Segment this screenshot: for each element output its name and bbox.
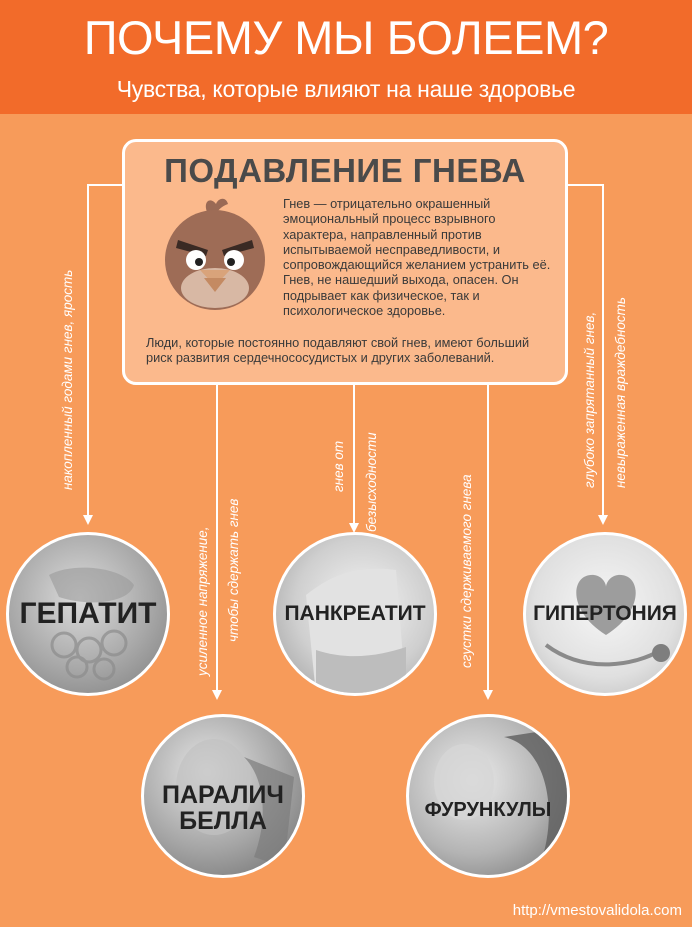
hepatitis-label: ГЕПАТИТ	[19, 597, 157, 630]
source-url: http://vmestovalidola.com	[512, 902, 682, 919]
desc-line: Гнев, не нашедший выхода, опасен. Он	[283, 272, 519, 288]
label-bell-1: усиленное напряжение,	[195, 526, 210, 676]
page-title: ПОЧЕМУ МЫ БОЛЕЕМ?	[83, 11, 609, 64]
hypertension-label: ГИПЕРТОНИЯ	[533, 602, 677, 625]
boils-circle	[406, 714, 570, 878]
note-line: Люди, которые постоянно подавляют свой гнев, имеют больший	[146, 335, 530, 350]
desc-line: Гнев — отрицательно окрашенный	[283, 196, 491, 211]
label-hypertension-2: невыраженная враждебность	[613, 296, 628, 488]
boils-label: ФУРУНКУЛЫ	[424, 799, 552, 821]
connector-hepatitis	[88, 185, 122, 520]
pancreatitis-label: ПАНКРЕАТИТ	[284, 602, 426, 625]
label-hepatitis: накопленный годами гнев, ярость	[60, 269, 75, 490]
risk-note	[146, 335, 556, 366]
page-subtitle: Чувства, которые влияют на наше здоровье	[116, 76, 576, 102]
bell-palsy-line-2: БЕЛЛА	[179, 807, 267, 836]
label-hypertension-1: глубоко запрятанный гнев,	[582, 311, 597, 488]
desc-line: испытываемой несправедливости, и	[283, 241, 500, 257]
anger-description	[283, 196, 563, 318]
box-title: ПОДАВЛЕНИЕ ГНЕВА	[164, 152, 526, 189]
desc-line: эмоциональный процесс взрывного	[283, 211, 496, 227]
angry-bird-icon	[156, 196, 274, 314]
bell-palsy-label	[141, 782, 305, 835]
desc-line: подрывает как физическое, так и	[283, 287, 480, 303]
desc-line: сопровождающийся желанием устранить её.	[283, 257, 551, 273]
label-boils: сгустки сдерживаемого гнева	[459, 474, 474, 668]
bell-palsy-line-1: ПАРАЛИЧ	[162, 781, 284, 809]
anger-suppression-box	[122, 139, 568, 385]
note-line: риск развития сердечнососудистых и других заболеваний.	[146, 350, 495, 366]
label-pancreatitis-1: гнев от	[331, 440, 346, 492]
mirror-face-icon	[409, 717, 569, 877]
desc-line: психологическое здоровье.	[283, 303, 446, 319]
label-pancreatitis-2: безысходности	[364, 432, 379, 532]
label-bell-2: чтобы сдержать гнев	[226, 498, 241, 642]
desc-line: характера, направленный против	[283, 226, 482, 242]
